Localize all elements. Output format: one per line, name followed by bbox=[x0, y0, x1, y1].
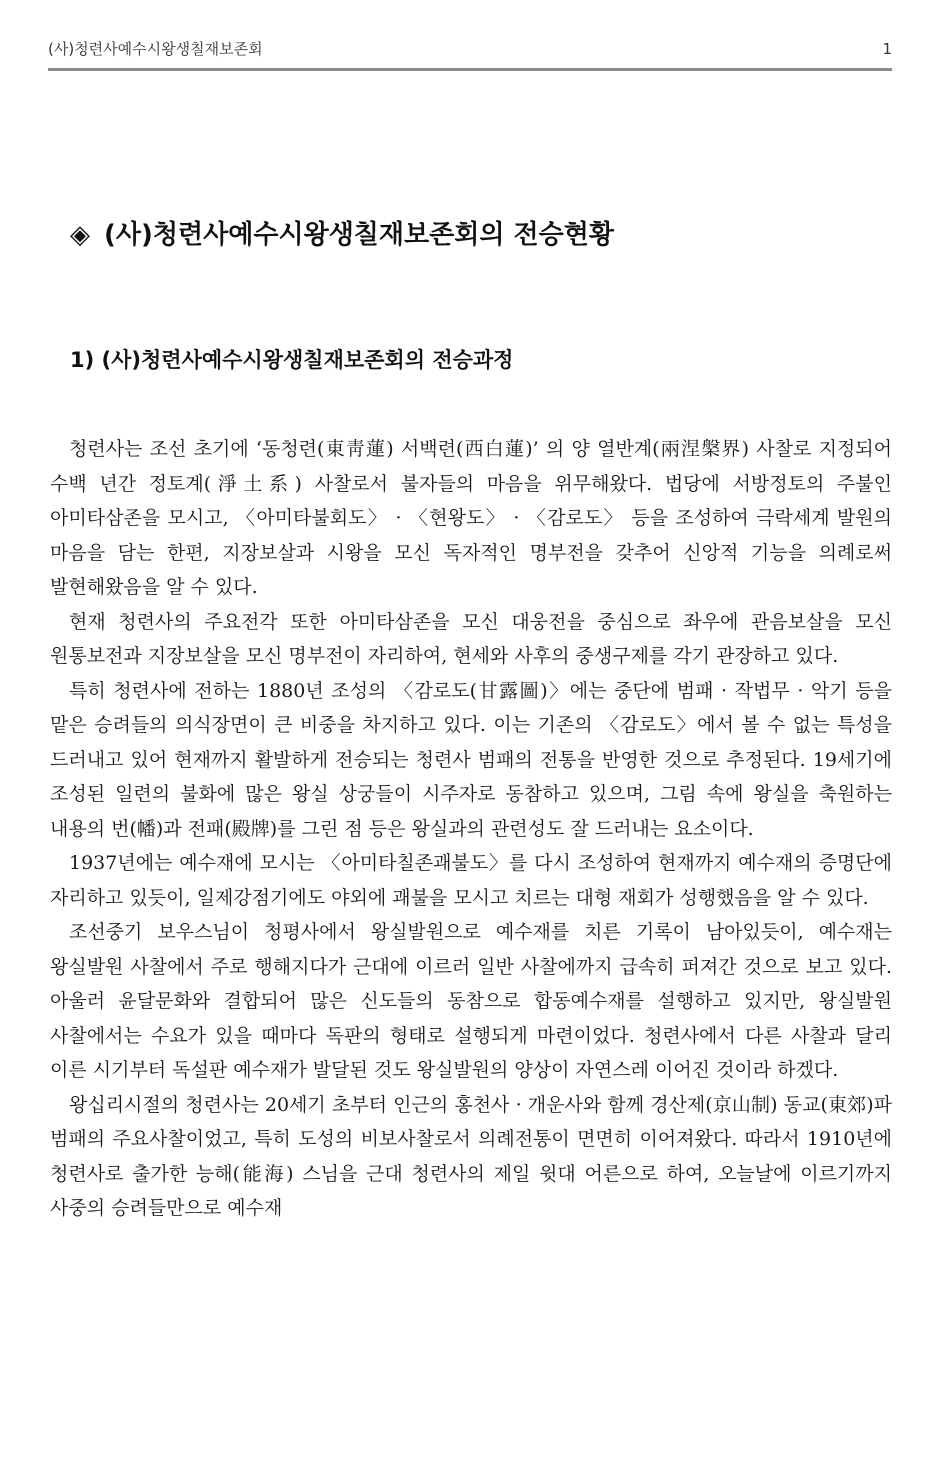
diamond-bullet-icon: ◈ bbox=[70, 220, 90, 250]
running-title: (사)청련사예수시왕생칠재보존회 bbox=[48, 40, 263, 58]
paragraph: 조선중기 보우스님이 청평사에서 왕실발원으로 예수재를 치른 기록이 남아있듯이, 예수재는 왕실발원 사찰에서 주로 행해지다가 근대에 이르러 일반 사찰에까지 급속히 퍼져간 것으로 보고 있다. 아울러 윤달문화와 결합되어 많은 신도들의 동참으로 합동예수재를 설행하고 있지만, 왕실발원 사찰에서는 수요가 있을 때마다 독판의 형태로 설행되게 마련이었다. 청련사에서 다른 사찰과 달리 이른 시기부터 독설판 예수재가 발달된 것도 왕실발원의 양상이 자연스레 이어진 것이라 하겠다. bbox=[50, 921, 892, 1081]
section-heading: 1) (사)청련사예수시왕생칠재보존회의 전승과정 bbox=[70, 348, 514, 372]
paragraph: 특히 청련사에 전하는 1880년 조성의 〈감로도(甘露圖)〉에는 중단에 범패 · 작법무 · 악기 등을 맡은 승려들의 의식장면이 큰 비중을 차지하고 있다. 이는 기존의 〈감로도〉에서 볼 수 없는 특성을 드러내고 있어 현재까지 활발하게 전승되는 청련사 범패의 전통을 반영한 것으로 추정된다. 19세기에 조성된 일련의 불화에 많은 왕실 상궁들이 시주자로 동참하고 있으며, 그림 속에 왕실을 축원하는 내용의 번(幡)과 전패(殿牌)를 그린 점 등은 왕실과의 관련성도 잘 드러내는 요소이다. bbox=[50, 679, 892, 840]
page-title bbox=[70, 214, 892, 251]
header-divider bbox=[48, 68, 892, 71]
paragraph: 1937년에는 예수재에 모시는 〈아미타칠존괘불도〉를 다시 조성하여 현재까지 예수재의 증명단에 자리하고 있듯이, 일제강점기에도 야외에 괘불을 모시고 치르는 대형 재회가 성행했음을 알 수 있다. bbox=[50, 852, 892, 909]
body-text bbox=[50, 432, 892, 1226]
paragraph: 청련사는 조선 초기에 ‘동청련(東靑蓮) 서백련(西白蓮)’ 의 양 열반계(兩涅槃界) 사찰로 지정되어 수백 년간 정토계(淨土系) 사찰로서 불자들의 마음을 위무해왔다. 법당에 서방정토의 주불인 아미타삼존을 모시고, 〈아미타불회도〉 · 〈현왕도〉 · 〈감로도〉 등을 조성하여 극락세계 발원의 마음을 담는 한편, 지장보살과 시왕을 모신 독자적인 명부전을 갖추어 신앙적 기능을 의례로써 발현해왔음을 알 수 있다. bbox=[50, 438, 892, 598]
running-header bbox=[48, 38, 892, 59]
page-title-text: (사)청련사예수시왕생칠재보존회의 전승현황 bbox=[104, 220, 615, 250]
paragraph: 현재 청련사의 주요전각 또한 아미타삼존을 모신 대웅전을 중심으로 좌우에 관음보살을 모신 원통보전과 지장보살을 모신 명부전이 자리하여, 현세와 사후의 중생구제를 각기 관장하고 있다. bbox=[50, 610, 892, 667]
paragraph: 왕십리시절의 청련사는 20세기 초부터 인근의 홍천사 · 개운사와 함께 경산제(京山制) 동교(東郊)파 범패의 주요사찰이었고, 특히 도성의 비보사찰로서 의례전통이 면면히 이어져왔다. 따라서 1910년에 청련사로 출가한 능해(能海) 스님을 근대 청련사의 제일 윗대 어른으로 하여, 오늘날에 이르기까지 사중의 승려들만으로 예수재 bbox=[50, 1093, 892, 1219]
page-number: 1 bbox=[882, 40, 892, 58]
